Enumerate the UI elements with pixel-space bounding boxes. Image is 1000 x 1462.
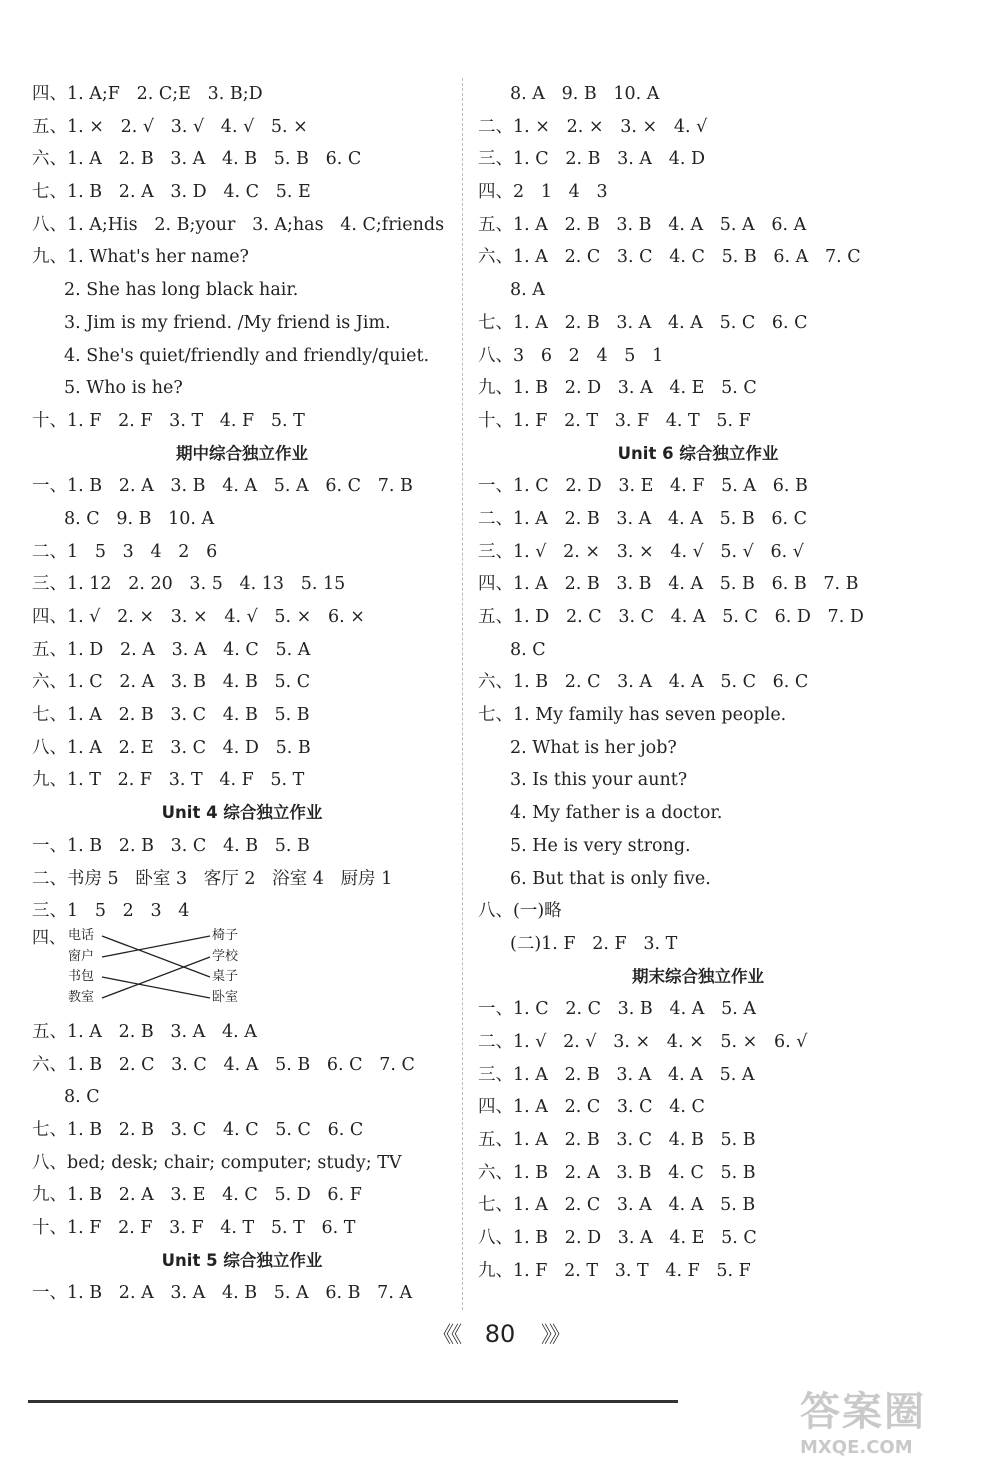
answer-line: 四、2 1 4 3 bbox=[478, 182, 608, 203]
section-heading: Unit 5 综合独立作业 bbox=[161, 1250, 323, 1270]
answer-line: 6. But that is only five. bbox=[510, 868, 711, 889]
answer-line: 一、1. C 2. D 3. E 4. F 5. A 6. B bbox=[478, 476, 808, 497]
section-heading: 期中综合独立作业 bbox=[176, 443, 308, 463]
answer-line: 六、1. B 2. A 3. B 4. C 5. B bbox=[478, 1162, 756, 1183]
answer-line: 三、1. √ 2. × 3. × 4. √ 5. √ 6. √ bbox=[478, 541, 804, 562]
answer-line: 8. A 9. B 10. A bbox=[510, 84, 660, 104]
match-left-word: 教室 bbox=[68, 989, 95, 1005]
answer-line: 2. What is her job? bbox=[510, 737, 677, 758]
match-right-word: 学校 bbox=[212, 948, 239, 964]
match-line bbox=[102, 977, 210, 998]
answer-line: 五、1. D 2. A 3. A 4. C 5. A bbox=[32, 639, 311, 660]
answer-line: 4. She's quiet/friendly and friendly/quiet. bbox=[64, 345, 430, 366]
answer-line: 二、书房 5 卧室 3 客厅 2 浴室 4 厨房 1 bbox=[32, 868, 393, 889]
answer-line: 五、1. A 2. B 3. A 4. A bbox=[32, 1021, 257, 1042]
answer-line: 3. Jim is my friend. /My friend is Jim. bbox=[64, 312, 391, 333]
left-answer-column bbox=[32, 78, 452, 1310]
answer-line: 九、1. B 2. D 3. A 4. E 5. C bbox=[478, 378, 757, 399]
match-left-word: 电话 bbox=[68, 927, 95, 943]
answer-line: 六、1. B 2. C 3. A 4. A 5. C 6. C bbox=[478, 672, 809, 693]
footer-rule bbox=[28, 1400, 678, 1403]
answer-line: 六、1. C 2. A 3. B 4. B 5. C bbox=[32, 672, 311, 693]
answer-line: 五、1. D 2. C 3. C 4. A 5. C 6. D 7. D bbox=[478, 607, 864, 627]
column-divider bbox=[462, 78, 464, 1310]
answer-line: 一、1. C 2. C 3. B 4. A 5. A bbox=[478, 999, 756, 1020]
match-right-word: 椅子 bbox=[212, 927, 239, 943]
matching-prefix: 四、 bbox=[32, 927, 66, 948]
answer-line: 九、1. T 2. F 3. T 4. F 5. T bbox=[32, 770, 305, 791]
answer-line: 8. A bbox=[510, 280, 545, 301]
answer-line: 八、1. A;His 2. B;your 3. A;has 4. C;friends bbox=[32, 214, 445, 235]
answer-line: 三、1 5 2 3 4 bbox=[32, 901, 190, 922]
answer-line: 七、1. A 2. B 3. C 4. B 5. B bbox=[32, 705, 310, 726]
page-number-left-brackets: 《《 bbox=[432, 1323, 460, 1348]
answer-line: 七、1. A 2. B 3. A 4. A 5. C 6. C bbox=[478, 312, 808, 333]
answer-line: 一、1. B 2. A 3. A 4. B 5. A 6. B 7. A bbox=[32, 1283, 413, 1304]
answer-line: 四、1. √ 2. × 3. × 4. √ 5. × 6. × bbox=[32, 607, 365, 627]
page-number-value: 80 bbox=[484, 1320, 516, 1348]
answer-line: 8. C bbox=[64, 1087, 100, 1108]
answer-line: 九、1. What's her name? bbox=[32, 247, 249, 268]
section-heading: 期末综合独立作业 bbox=[632, 966, 764, 986]
right-answer-column bbox=[478, 78, 918, 1287]
answer-line: 六、1. A 2. C 3. C 4. C 5. B 6. A 7. C bbox=[478, 247, 861, 268]
answer-line: 八、bed; desk; chair; computer; study; TV bbox=[32, 1152, 402, 1173]
answer-line: 七、1. B 2. B 3. C 4. C 5. C 6. C bbox=[32, 1119, 364, 1140]
matching-diagram bbox=[32, 928, 272, 1016]
answer-line: 二、1. A 2. B 3. A 4. A 5. B 6. C bbox=[478, 508, 808, 529]
answer-line: 二、1. × 2. × 3. × 4. √ bbox=[478, 116, 708, 137]
answer-line: 2. She has long black hair. bbox=[64, 280, 299, 301]
answer-line: 五、1. × 2. √ 3. √ 4. √ 5. × bbox=[32, 116, 308, 137]
answer-line: 五、1. A 2. B 3. B 4. A 5. A 6. A bbox=[478, 214, 807, 235]
answer-line: 五、1. A 2. B 3. C 4. B 5. B bbox=[478, 1130, 756, 1150]
match-left-word: 书包 bbox=[68, 968, 95, 984]
answer-line: 一、1. B 2. A 3. B 4. A 5. A 6. C 7. B bbox=[32, 476, 413, 497]
answer-line: 三、1. A 2. B 3. A 4. A 5. A bbox=[478, 1064, 755, 1085]
answer-line: 八、3 6 2 4 5 1 bbox=[478, 345, 664, 366]
answer-line: 8. C bbox=[510, 639, 546, 660]
answer-line: 八、1. A 2. E 3. C 4. D 5. B bbox=[32, 737, 311, 758]
answer-line: 七、1. A 2. C 3. A 4. A 5. B bbox=[478, 1195, 756, 1216]
match-line bbox=[102, 936, 210, 957]
answer-line: (二)1. F 2. F 3. T bbox=[510, 933, 678, 954]
page-number bbox=[0, 1318, 1000, 1349]
match-line bbox=[102, 936, 210, 977]
answer-line: 4. My father is a doctor. bbox=[510, 803, 723, 824]
answer-line: 八、1. B 2. D 3. A 4. E 5. C bbox=[478, 1228, 757, 1249]
answer-line: 七、1. B 2. A 3. D 4. C 5. E bbox=[32, 182, 311, 203]
answer-line: 六、1. A 2. B 3. A 4. B 5. B 6. C bbox=[32, 149, 362, 170]
answer-line: 六、1. B 2. C 3. C 4. A 5. B 6. C 7. C bbox=[32, 1054, 415, 1075]
answer-line: 九、1. F 2. T 3. T 4. F 5. F bbox=[478, 1260, 751, 1281]
answer-line: 三、1. 12 2. 20 3. 5 4. 13 5. 15 bbox=[32, 574, 346, 595]
answer-line: 十、1. F 2. F 3. T 4. F 5. T bbox=[32, 410, 305, 431]
answer-line: 八、(一)略 bbox=[478, 901, 562, 922]
section-heading: Unit 6 综合独立作业 bbox=[617, 443, 779, 463]
page-number-right-brackets: 》》 bbox=[540, 1323, 568, 1348]
answer-line: 四、1. A;F 2. C;E 3. B;D bbox=[32, 84, 263, 104]
section-heading: Unit 4 综合独立作业 bbox=[161, 803, 323, 823]
match-right-word: 桌子 bbox=[212, 968, 239, 984]
answer-line: 5. Who is he? bbox=[64, 378, 183, 399]
match-line bbox=[102, 957, 210, 998]
answer-line: 二、1 5 3 4 2 6 bbox=[32, 541, 218, 562]
match-right-word: 卧室 bbox=[212, 989, 239, 1005]
answer-line: 3. Is this your aunt? bbox=[510, 770, 688, 791]
answer-line: 十、1. F 2. T 3. F 4. T 5. F bbox=[478, 410, 751, 431]
answer-line: 5. He is very strong. bbox=[510, 835, 691, 856]
watermark-logo-text: 答案圈 bbox=[800, 1389, 926, 1435]
answer-line: 二、1. √ 2. √ 3. × 4. × 5. × 6. √ bbox=[478, 1031, 808, 1052]
watermark-url: MXQE.COM bbox=[800, 1437, 913, 1458]
answer-line: 8. C 9. B 10. A bbox=[64, 508, 215, 529]
answer-line: 九、1. B 2. A 3. E 4. C 5. D 6. F bbox=[32, 1185, 362, 1206]
match-left-word: 窗户 bbox=[68, 948, 95, 964]
answer-line: 十、1. F 2. F 3. F 4. T 5. T 6. T bbox=[32, 1218, 356, 1238]
answer-line: 三、1. C 2. B 3. A 4. D bbox=[478, 149, 706, 170]
answer-line: 七、1. My family has seven people. bbox=[478, 705, 787, 726]
answer-line: 四、1. A 2. C 3. C 4. C bbox=[478, 1097, 705, 1118]
answer-line: 一、1. B 2. B 3. C 4. B 5. B bbox=[32, 835, 310, 856]
watermark bbox=[800, 1380, 990, 1460]
answer-line: 四、1. A 2. B 3. B 4. A 5. B 6. B 7. B bbox=[478, 574, 859, 595]
